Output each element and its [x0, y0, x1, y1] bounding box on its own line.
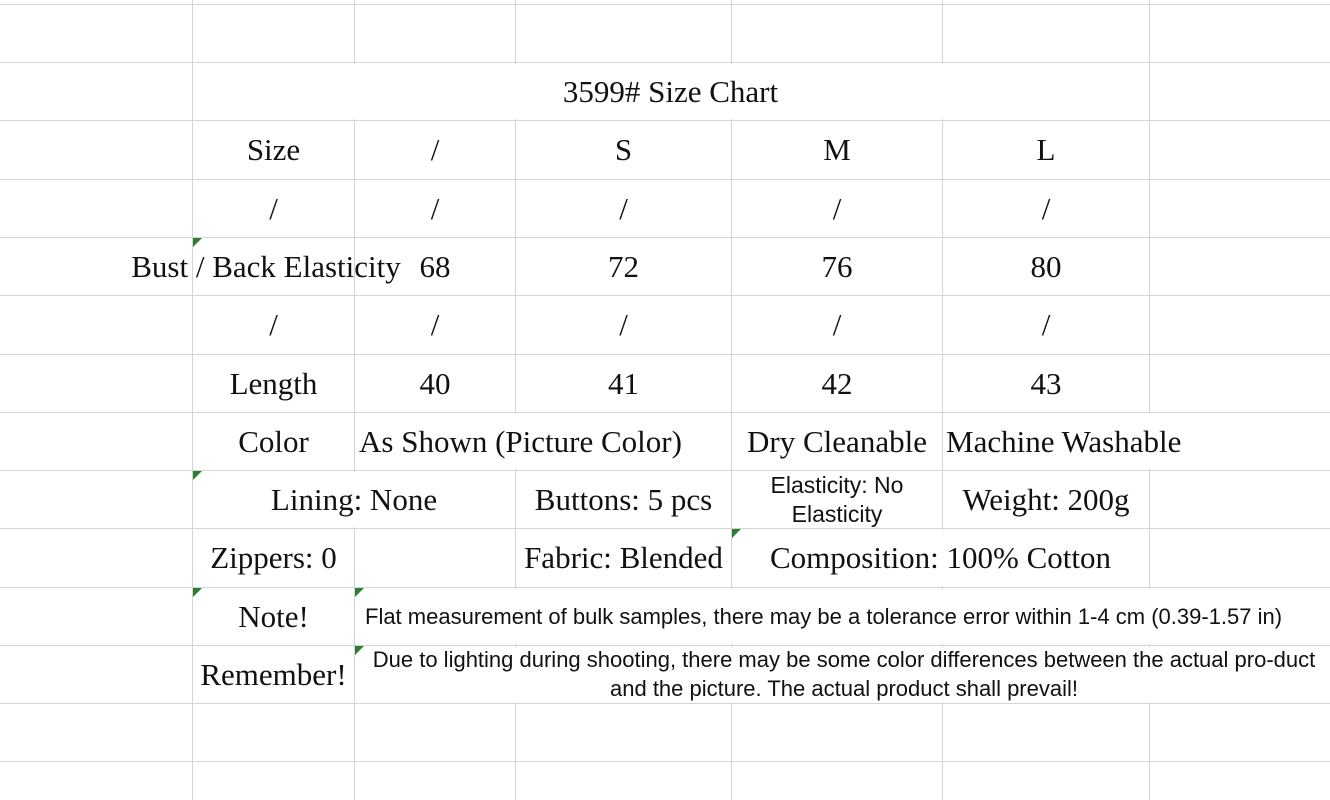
machine-washable-text: Machine Washable — [946, 423, 1182, 459]
buttons-text: Buttons: 5 pcs — [534, 481, 713, 517]
composition-text: Composition: 100% Cotton — [769, 540, 1112, 575]
bust-value: 68 — [419, 248, 451, 284]
length-label: Length — [229, 365, 318, 401]
size-col-s: S — [614, 132, 633, 167]
color-label: Color — [238, 423, 309, 459]
bust-value: 72 — [608, 248, 639, 284]
spacer-cell: / — [1041, 190, 1051, 226]
spacer-cell: / — [832, 190, 842, 226]
gridline — [0, 703, 1330, 704]
chart-title: 3599# Size Chart — [562, 73, 779, 109]
fabric-text: Fabric: Blended — [524, 540, 723, 575]
size-col-l: L — [1036, 132, 1056, 167]
bust-value: 80 — [1030, 248, 1062, 284]
spacer-cell: / — [269, 307, 278, 342]
spacer-cell: / — [1041, 307, 1051, 342]
length-value: 40 — [419, 365, 451, 401]
size-label: Size — [246, 132, 301, 167]
length-value: 42 — [821, 365, 853, 401]
remember-text: Due to lighting during shooting, there may be some color differences between the actual pro-duct and the picture. The actual product shall prevail! — [372, 646, 1316, 701]
color-value: As Shown (Picture Color) — [359, 423, 682, 459]
note-text: Flat measurement of bulk samples, there may be a tolerance error within 1-4 cm (0.39-1.57 in) — [365, 603, 1283, 629]
bust-label: Bust / Back Elasticity — [131, 248, 401, 284]
gridline — [0, 761, 1330, 762]
spacer-cell: / — [619, 307, 628, 342]
spacer-cell: / — [832, 307, 842, 342]
length-value: 43 — [1030, 365, 1062, 401]
zippers-text: Zippers: 0 — [210, 540, 337, 575]
size-col-m: M — [823, 132, 851, 167]
elasticity-text: Elasticity: No Elasticity — [770, 471, 904, 527]
comment-marker-icon — [355, 646, 364, 655]
bust-value: 76 — [821, 248, 853, 284]
note-label: Note! — [238, 598, 309, 634]
spacer-cell: / — [269, 190, 278, 226]
lining-text: Lining: None — [270, 481, 438, 517]
spacer-cell: / — [430, 307, 440, 342]
length-value: 41 — [608, 365, 639, 401]
dry-cleanable-text: Dry Cleanable — [747, 423, 927, 459]
remember-label: Remember! — [200, 656, 347, 692]
spacer-cell: / — [619, 190, 628, 226]
gridline — [0, 4, 1330, 5]
size-col-blank: / — [430, 132, 440, 167]
spacer-cell: / — [430, 190, 440, 226]
weight-text: Weight: 200g — [962, 481, 1130, 517]
